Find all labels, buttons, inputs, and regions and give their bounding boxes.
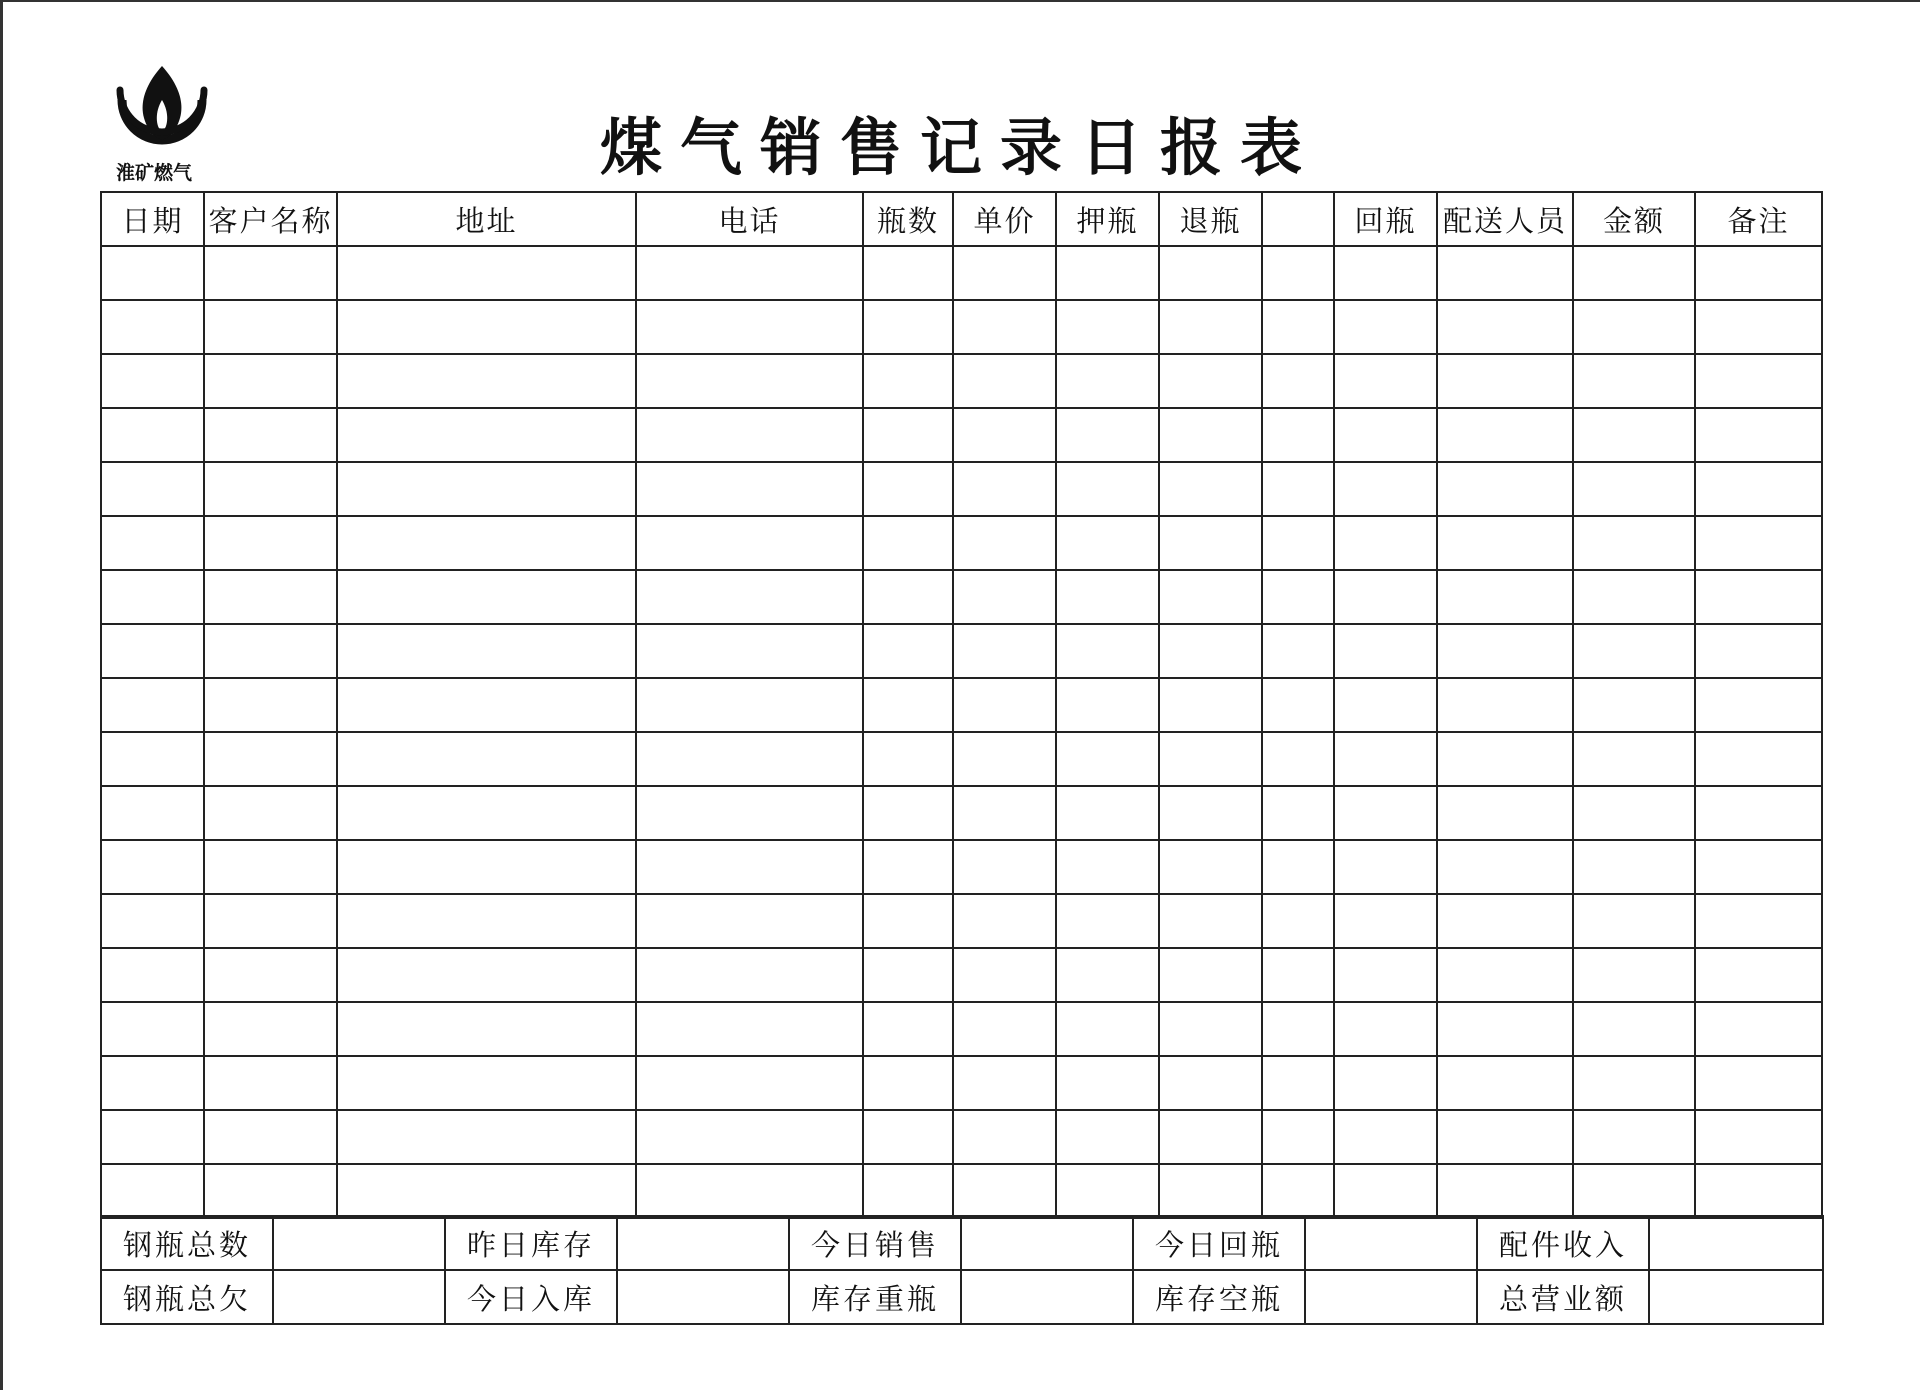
table-cell[interactable] [337,894,636,948]
table-cell[interactable] [953,786,1056,840]
table-cell[interactable] [1262,948,1334,1002]
column-header: 退瓶 [1159,192,1262,246]
column-header [1262,192,1334,246]
table-cell[interactable] [1262,462,1334,516]
table-cell[interactable] [1573,678,1695,732]
table-cell[interactable] [1056,732,1159,786]
table-cell[interactable] [1437,624,1573,678]
table-cell[interactable] [1334,1164,1437,1218]
table-cell[interactable] [1334,1002,1437,1056]
table-cell[interactable] [863,570,953,624]
table-cell[interactable] [204,300,337,354]
table-cell[interactable] [863,1056,953,1110]
table-cell[interactable] [1695,300,1822,354]
table-row [101,1056,1822,1110]
table-cell[interactable] [636,894,863,948]
table-cell[interactable] [1695,840,1822,894]
table-cell[interactable] [863,246,953,300]
table-row [101,678,1822,732]
column-header: 单价 [953,192,1056,246]
table-cell[interactable] [1056,570,1159,624]
table-row [101,624,1822,678]
table-row [101,354,1822,408]
table-cell[interactable] [953,408,1056,462]
table-cell[interactable] [337,462,636,516]
summary-value-cell[interactable] [1649,1270,1823,1324]
table-cell[interactable] [1573,354,1695,408]
table-cell[interactable] [101,624,204,678]
table-cell[interactable] [1159,732,1262,786]
logo-text: 淮矿燃气 [116,162,193,184]
table-cell[interactable] [1262,570,1334,624]
table-cell[interactable] [863,948,953,1002]
table-header-row [101,192,1822,246]
table-cell[interactable] [1573,570,1695,624]
table-cell[interactable] [1437,948,1573,1002]
table-row [101,948,1822,1002]
table-cell[interactable] [1437,840,1573,894]
table-cell[interactable] [1159,246,1262,300]
summary-value-cell[interactable] [617,1270,789,1324]
table-cell[interactable] [204,678,337,732]
table-cell[interactable] [1695,570,1822,624]
table-row [101,1164,1822,1218]
table-cell[interactable] [1437,1002,1573,1056]
table-cell[interactable] [337,354,636,408]
table-cell[interactable] [1056,624,1159,678]
table-cell[interactable] [953,732,1056,786]
table-cell[interactable] [204,1002,337,1056]
table-cell[interactable] [953,354,1056,408]
table-cell[interactable] [337,516,636,570]
table-cell[interactable] [1573,300,1695,354]
table-cell[interactable] [636,1002,863,1056]
summary-value-cell[interactable] [617,1216,789,1270]
table-cell[interactable] [204,1164,337,1218]
table-cell[interactable] [953,246,1056,300]
table-row [101,786,1822,840]
table-cell[interactable] [636,354,863,408]
table-cell[interactable] [204,1110,337,1164]
table-cell[interactable] [953,894,1056,948]
table-cell[interactable] [1159,1056,1262,1110]
table-cell[interactable] [1334,948,1437,1002]
table-cell[interactable] [1573,246,1695,300]
table-cell[interactable] [101,732,204,786]
table-cell[interactable] [1262,732,1334,786]
table-cell[interactable] [863,840,953,894]
table-cell[interactable] [863,354,953,408]
table-cell[interactable] [1159,678,1262,732]
table-cell[interactable] [1334,786,1437,840]
table-cell[interactable] [204,462,337,516]
table-cell[interactable] [636,948,863,1002]
table-cell[interactable] [1573,786,1695,840]
table-cell[interactable] [1262,516,1334,570]
table-cell[interactable] [1437,1110,1573,1164]
table-cell[interactable] [204,354,337,408]
table-cell[interactable] [863,1002,953,1056]
table-cell[interactable] [1695,462,1822,516]
table-cell[interactable] [337,246,636,300]
column-header: 日期 [101,192,204,246]
table-row [101,246,1822,300]
table-cell[interactable] [1573,1056,1695,1110]
table-cell[interactable] [953,1002,1056,1056]
column-header: 押瓶 [1056,192,1159,246]
table-cell[interactable] [1437,1164,1573,1218]
table-cell[interactable] [337,570,636,624]
table-cell[interactable] [101,894,204,948]
table-cell[interactable] [1159,948,1262,1002]
table-cell[interactable] [1262,1110,1334,1164]
table-cell[interactable] [1056,948,1159,1002]
table-cell[interactable] [1159,1002,1262,1056]
table-cell[interactable] [101,570,204,624]
table-cell[interactable] [1056,894,1159,948]
table-cell[interactable] [863,462,953,516]
table-cell[interactable] [1334,840,1437,894]
summary-label: 库存重瓶 [789,1270,961,1324]
table-cell[interactable] [1056,786,1159,840]
table-cell[interactable] [101,354,204,408]
table-cell[interactable] [204,948,337,1002]
column-header: 回瓶 [1334,192,1437,246]
table-body [101,246,1822,1218]
table-cell[interactable] [1056,678,1159,732]
table-cell[interactable] [337,1164,636,1218]
table-cell[interactable] [1695,1110,1822,1164]
summary-label: 配件收入 [1477,1216,1649,1270]
table-cell[interactable] [337,678,636,732]
sales-table [100,191,1823,1219]
table-cell[interactable] [337,1002,636,1056]
table-cell[interactable] [636,1110,863,1164]
table-cell[interactable] [1262,624,1334,678]
table-cell[interactable] [1573,894,1695,948]
table-cell[interactable] [1695,1056,1822,1110]
table-cell[interactable] [863,1164,953,1218]
table-cell[interactable] [1262,1056,1334,1110]
column-header: 金额 [1573,192,1695,246]
table-cell[interactable] [1695,732,1822,786]
summary-value-cell[interactable] [273,1216,445,1270]
table-row [101,732,1822,786]
table-cell[interactable] [953,300,1056,354]
table-cell[interactable] [636,462,863,516]
table-row [101,1002,1822,1056]
table-cell[interactable] [1334,354,1437,408]
table-row [101,300,1822,354]
table-cell[interactable] [1262,1002,1334,1056]
table-cell[interactable] [337,948,636,1002]
summary-value-cell[interactable] [1305,1270,1477,1324]
column-header: 地址 [337,192,636,246]
table-cell[interactable] [1056,1056,1159,1110]
table-cell[interactable] [337,1056,636,1110]
table-cell[interactable] [636,300,863,354]
table-cell[interactable] [1334,1056,1437,1110]
summary-value-cell[interactable] [961,1270,1133,1324]
table-cell[interactable] [1056,246,1159,300]
table-cell[interactable] [101,840,204,894]
table-cell[interactable] [1695,408,1822,462]
table-cell[interactable] [1695,894,1822,948]
summary-row-2 [101,1270,1823,1324]
table-cell[interactable] [1437,732,1573,786]
table-cell[interactable] [636,1164,863,1218]
summary-row-1 [101,1216,1823,1270]
table-cell[interactable] [863,624,953,678]
summary-label: 库存空瓶 [1133,1270,1305,1324]
table-cell[interactable] [863,894,953,948]
table-cell[interactable] [1573,1110,1695,1164]
table-cell[interactable] [204,516,337,570]
table-cell[interactable] [863,732,953,786]
summary-label: 钢瓶总数 [101,1216,273,1270]
summary-table [100,1215,1824,1325]
table-cell[interactable] [204,246,337,300]
table-cell[interactable] [953,624,1056,678]
table-cell[interactable] [1437,678,1573,732]
table-cell[interactable] [1695,1002,1822,1056]
table-cell[interactable] [1334,300,1437,354]
table-cell[interactable] [1334,462,1437,516]
table-cell[interactable] [1159,624,1262,678]
table-cell[interactable] [863,516,953,570]
table-cell[interactable] [1334,678,1437,732]
table-cell[interactable] [636,732,863,786]
table-cell[interactable] [1437,516,1573,570]
table-cell[interactable] [636,786,863,840]
summary-label: 今日回瓶 [1133,1216,1305,1270]
table-cell[interactable] [1159,1164,1262,1218]
table-cell[interactable] [1573,840,1695,894]
table-cell[interactable] [1695,246,1822,300]
table-cell[interactable] [953,1164,1056,1218]
table-cell[interactable] [101,246,204,300]
table-cell[interactable] [636,516,863,570]
table-cell[interactable] [953,678,1056,732]
table-cell[interactable] [1695,624,1822,678]
table-cell[interactable] [636,624,863,678]
table-cell[interactable] [863,300,953,354]
table-cell[interactable] [101,462,204,516]
column-header: 瓶数 [863,192,953,246]
column-header: 备注 [1695,192,1822,246]
table-cell[interactable] [636,408,863,462]
table-cell[interactable] [1262,840,1334,894]
table-cell[interactable] [863,1110,953,1164]
table-cell[interactable] [1056,354,1159,408]
table-row [101,408,1822,462]
summary-value-cell[interactable] [273,1270,445,1324]
table-cell[interactable] [1437,462,1573,516]
summary-value-cell[interactable] [1649,1216,1823,1270]
table-cell[interactable] [636,570,863,624]
column-header: 客户名称 [204,192,337,246]
table-cell[interactable] [101,516,204,570]
table-cell[interactable] [337,300,636,354]
summary-label: 总营业额 [1477,1270,1649,1324]
column-header: 配送人员 [1437,192,1573,246]
table-cell[interactable] [204,1056,337,1110]
table-cell[interactable] [101,1110,204,1164]
table-cell[interactable] [953,840,1056,894]
table-cell[interactable] [1159,840,1262,894]
table-cell[interactable] [1159,894,1262,948]
table-cell[interactable] [1159,408,1262,462]
table-cell[interactable] [337,786,636,840]
table-cell[interactable] [1262,678,1334,732]
table-cell[interactable] [101,300,204,354]
table-cell[interactable] [1159,516,1262,570]
table-cell[interactable] [953,948,1056,1002]
table-cell[interactable] [1262,1164,1334,1218]
table-cell[interactable] [1437,300,1573,354]
table-cell[interactable] [204,624,337,678]
table-cell[interactable] [1334,246,1437,300]
table-cell[interactable] [863,786,953,840]
table-cell[interactable] [337,732,636,786]
table-cell[interactable] [1334,570,1437,624]
table-cell[interactable] [636,840,863,894]
table-cell[interactable] [204,570,337,624]
summary-label: 今日销售 [789,1216,961,1270]
table-cell[interactable] [1262,300,1334,354]
table-cell[interactable] [953,570,1056,624]
table-cell[interactable] [1695,516,1822,570]
table-cell[interactable] [1437,786,1573,840]
table-cell[interactable] [636,246,863,300]
summary-value-cell[interactable] [1305,1216,1477,1270]
table-cell[interactable] [1159,570,1262,624]
table-cell[interactable] [1056,300,1159,354]
table-row [101,894,1822,948]
table-cell[interactable] [1056,516,1159,570]
table-cell[interactable] [1334,894,1437,948]
table-cell[interactable] [204,840,337,894]
table-cell[interactable] [1262,894,1334,948]
table-cell[interactable] [1695,786,1822,840]
table-cell[interactable] [1159,462,1262,516]
table-cell[interactable] [101,786,204,840]
table-row [101,462,1822,516]
table-cell[interactable] [1573,516,1695,570]
table-cell[interactable] [1334,732,1437,786]
table-cell[interactable] [1573,1164,1695,1218]
table-cell[interactable] [1573,1002,1695,1056]
table-cell[interactable] [204,894,337,948]
table-cell[interactable] [101,408,204,462]
table-cell[interactable] [1437,354,1573,408]
table-cell[interactable] [337,624,636,678]
table-cell[interactable] [1056,1110,1159,1164]
table-cell[interactable] [101,1164,204,1218]
table-cell[interactable] [1056,1164,1159,1218]
summary-value-cell[interactable] [961,1216,1133,1270]
column-header: 电话 [636,192,863,246]
table-cell[interactable] [1056,840,1159,894]
table-cell[interactable] [1159,354,1262,408]
page-title: 煤气销售记录日报表 [599,111,1320,184]
table-cell[interactable] [204,408,337,462]
table-cell[interactable] [636,1056,863,1110]
table-cell[interactable] [863,678,953,732]
table-cell[interactable] [1695,354,1822,408]
table-cell[interactable] [1573,732,1695,786]
table-cell[interactable] [1056,1002,1159,1056]
table-cell[interactable] [337,1110,636,1164]
table-cell[interactable] [1695,678,1822,732]
table-cell[interactable] [1056,462,1159,516]
table-cell[interactable] [1334,516,1437,570]
table-cell[interactable] [204,786,337,840]
table-cell[interactable] [1695,948,1822,1002]
table-cell[interactable] [204,732,337,786]
summary-label: 昨日库存 [445,1216,617,1270]
table-cell[interactable] [1334,624,1437,678]
table-cell[interactable] [1056,408,1159,462]
table-cell[interactable] [1437,570,1573,624]
table-cell[interactable] [1262,246,1334,300]
table-cell[interactable] [1334,1110,1437,1164]
summary-label: 钢瓶总欠 [101,1270,273,1324]
table-cell[interactable] [953,1110,1056,1164]
table-cell[interactable] [1262,786,1334,840]
table-cell[interactable] [636,678,863,732]
table-cell[interactable] [1437,1056,1573,1110]
table-cell[interactable] [1437,246,1573,300]
summary-label: 今日入库 [445,1270,617,1324]
table-cell[interactable] [1159,786,1262,840]
table-cell[interactable] [1573,948,1695,1002]
table-cell[interactable] [953,462,1056,516]
table-cell[interactable] [337,408,636,462]
table-cell[interactable] [1159,300,1262,354]
table-cell[interactable] [953,516,1056,570]
table-cell[interactable] [1695,1164,1822,1218]
table-row [101,1110,1822,1164]
table-cell[interactable] [101,678,204,732]
table-cell[interactable] [1573,408,1695,462]
table-cell[interactable] [1159,1110,1262,1164]
table-row [101,840,1822,894]
table-cell[interactable] [101,948,204,1002]
table-cell[interactable] [863,408,953,462]
table-cell[interactable] [1437,894,1573,948]
table-cell[interactable] [1334,408,1437,462]
table-cell[interactable] [337,840,636,894]
table-row [101,570,1822,624]
table-cell[interactable] [1262,408,1334,462]
table-cell[interactable] [101,1056,204,1110]
table-cell[interactable] [101,1002,204,1056]
table-cell[interactable] [1573,624,1695,678]
table-cell[interactable] [1573,462,1695,516]
table-cell[interactable] [1437,408,1573,462]
table-cell[interactable] [953,1056,1056,1110]
table-cell[interactable] [1262,354,1334,408]
table-row [101,516,1822,570]
